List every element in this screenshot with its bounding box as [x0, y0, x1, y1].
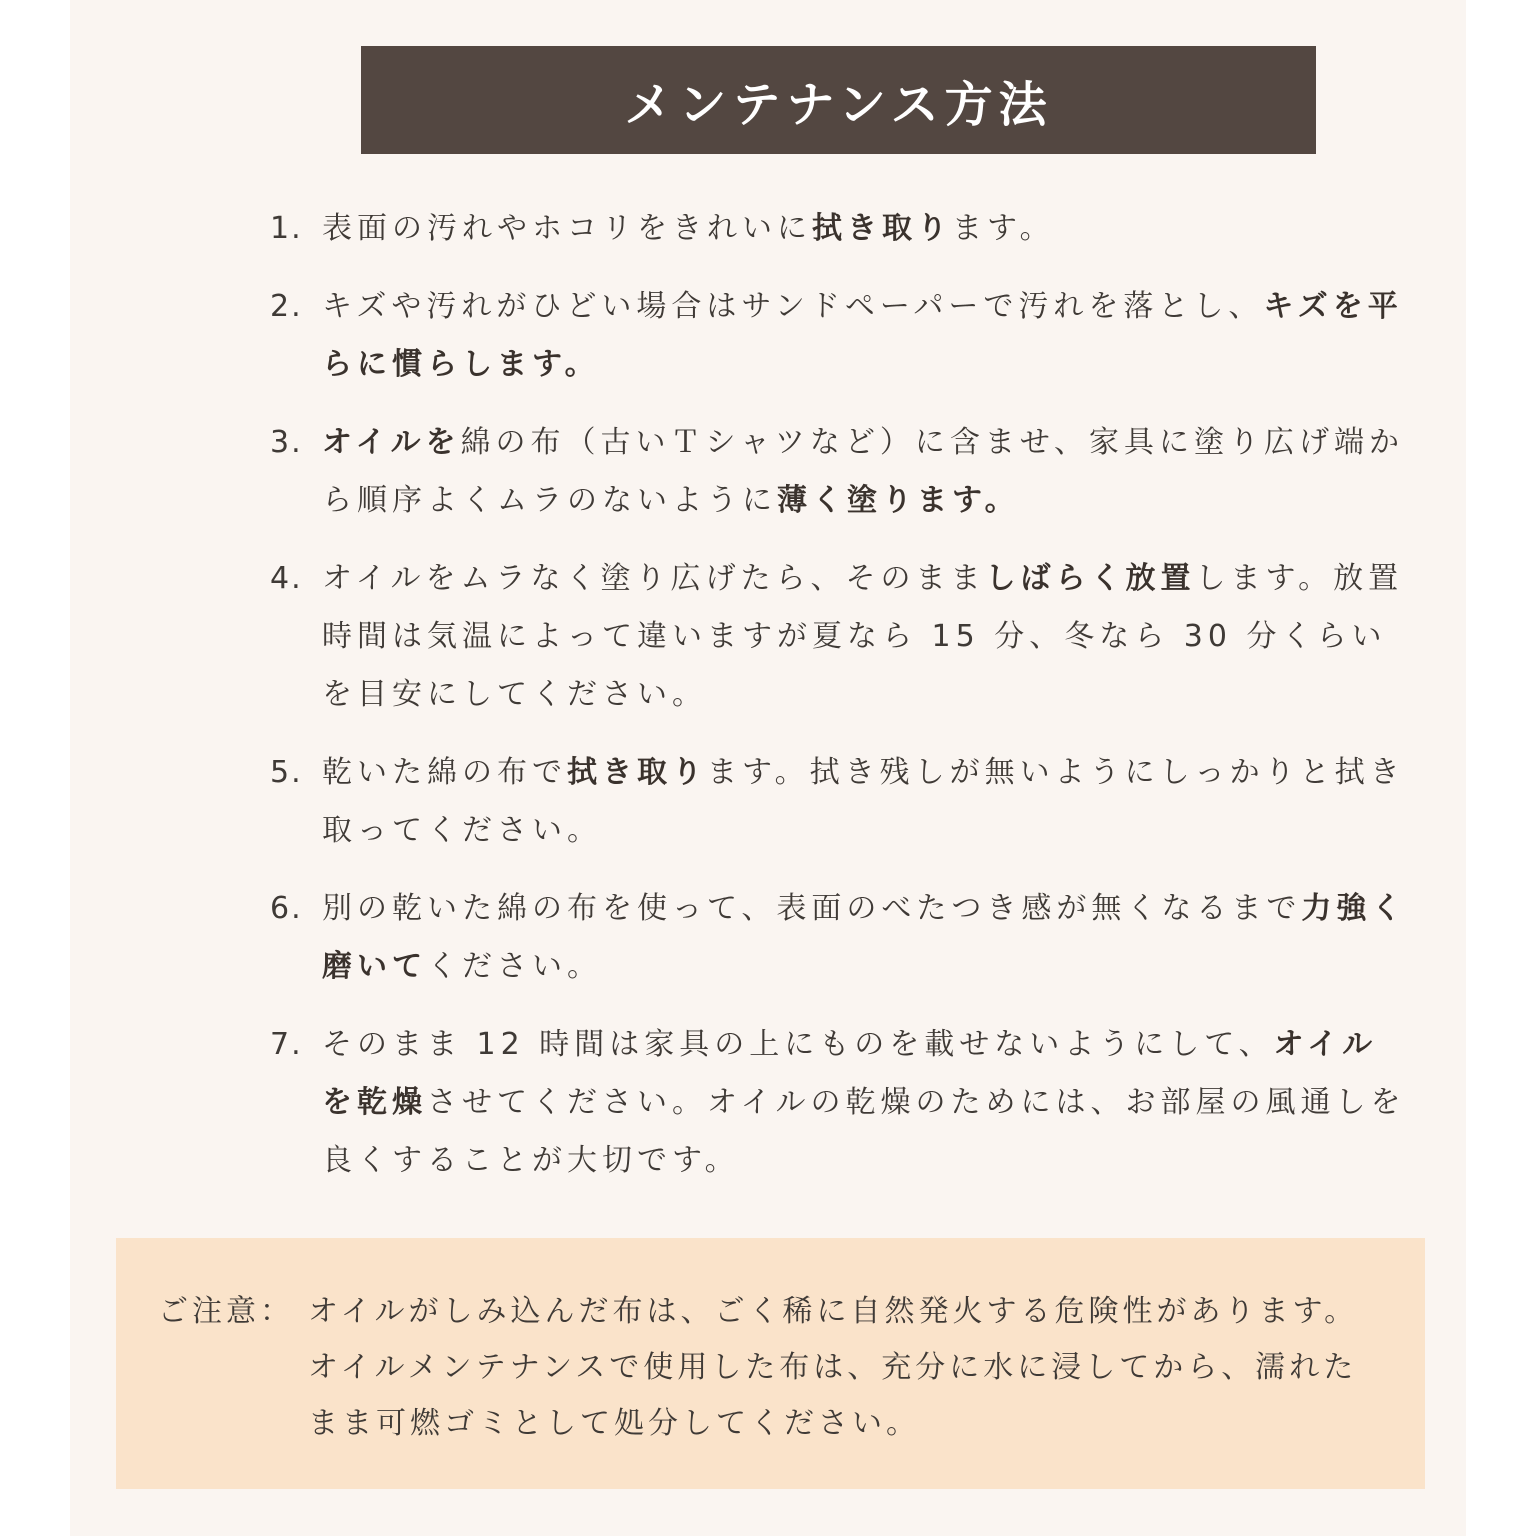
step-text-emphasis: しばらく放置 — [985, 561, 1196, 596]
step-number: 1. — [270, 211, 303, 246]
step-text-emphasis: オイルを — [322, 425, 461, 460]
steps-list — [270, 200, 1410, 1210]
step-number: 2. — [270, 289, 303, 324]
step-text-part: 別の乾いた綿の布を使って、表面のべたつき感が無くなるまで — [322, 891, 1302, 926]
step-item — [270, 278, 1410, 394]
step-text-part: ます。 — [952, 211, 1055, 246]
step-text-part: キズや汚れがひどい場合はサンドペーパーで汚れを落とし、 — [322, 289, 1264, 324]
page-title: メンテナンス方法 — [624, 76, 1053, 133]
caution-text: オイルがしみ込んだ布は、ごく稀に自然発火する危険性があります。オイルメンテナンスで使用した布は、充分に水に浸してから、濡れたまま可燃ゴミとして処分してください。 — [308, 1294, 1359, 1441]
step-text — [322, 200, 1410, 258]
step-text-emphasis: 拭き取り — [567, 755, 707, 790]
step-text-part: ます。拭き残しが無いようにしっかりと拭き取ってください。 — [322, 755, 1405, 848]
step-text — [322, 880, 1410, 996]
step-text-part: そのまま 12 時間は家具の上にものを載せないようにして、 — [322, 1027, 1274, 1062]
step-item — [270, 1016, 1410, 1190]
step-text — [322, 278, 1410, 394]
step-text-part: 綿の布（古いＴシャツなど）に含ませ、家具に塗り広げ端から順序よくムラのないように — [322, 425, 1404, 518]
title-banner — [361, 46, 1316, 154]
step-text-part: ください。 — [427, 949, 602, 984]
page — [70, 0, 1466, 1536]
step-number: 3. — [270, 425, 303, 460]
step-item — [270, 200, 1410, 258]
step-text — [322, 1016, 1410, 1190]
step-item — [270, 880, 1410, 996]
step-text-part: 表面の汚れやホコリをきれいに — [322, 211, 812, 246]
step-text-part: 乾いた綿の布で — [322, 755, 567, 790]
step-text-emphasis: 拭き取り — [812, 211, 952, 246]
step-text-part: します。放置時間は気温によって違いますが夏なら 15 分、冬なら 30 分くらいを目安にしてください。 — [322, 561, 1404, 712]
caution-label: ご注意： — [158, 1294, 294, 1329]
step-number: 7. — [270, 1027, 303, 1062]
step-item — [270, 550, 1410, 724]
step-text-emphasis: キズを平らに慣らします。 — [322, 289, 1403, 382]
caution-box — [116, 1238, 1425, 1489]
step-text-part: オイルをムラなく塗り広げたら、そのまま — [322, 561, 986, 596]
step-text — [322, 550, 1410, 724]
step-text — [322, 414, 1410, 530]
step-item — [270, 744, 1410, 860]
step-number: 6. — [270, 891, 303, 926]
step-text-part: させてください。オイルの乾燥のためには、お部屋の風通しを良くすることが大切です。 — [322, 1085, 1406, 1178]
step-text-emphasis: 力強く磨いて — [322, 891, 1407, 984]
step-text-emphasis: 薄く塗ります。 — [777, 483, 1020, 518]
step-number: 5. — [270, 755, 303, 790]
step-text — [322, 744, 1410, 860]
step-text-emphasis: オイルを乾燥 — [322, 1027, 1378, 1120]
step-item — [270, 414, 1410, 530]
step-number: 4. — [270, 561, 303, 596]
